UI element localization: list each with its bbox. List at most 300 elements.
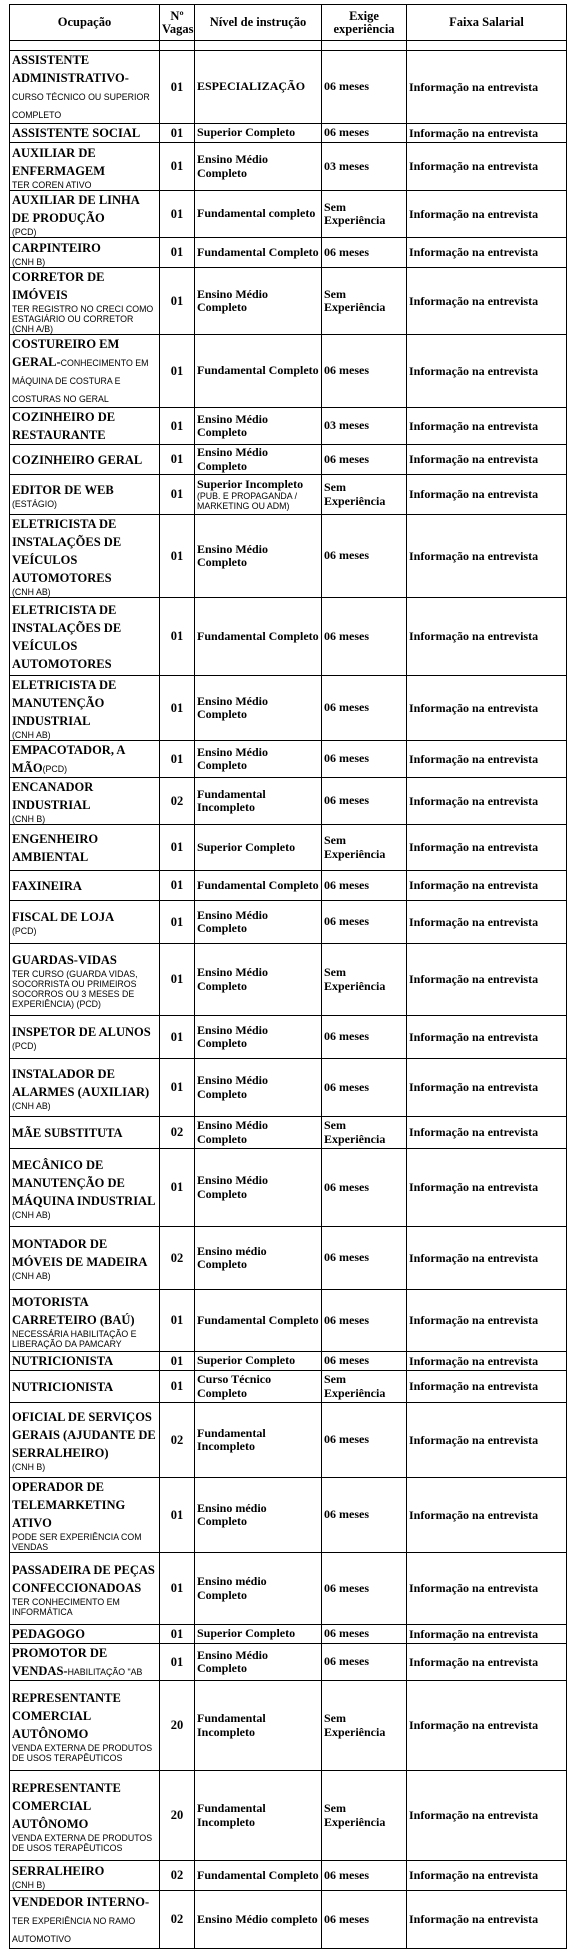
table-row	[10, 1403, 567, 1478]
occupation-title: ELETRICISTA DE INSTALAÇÕES DE VEÍCULOS AUTOMOTORES	[12, 517, 122, 585]
occupation-title: ASSISTENTE SOCIAL	[12, 126, 141, 140]
salary-cell: Informação na entrevista	[407, 335, 567, 408]
header-nivel: Nível de instrução	[195, 5, 322, 41]
education-level: Ensino Médio Completo	[197, 1173, 269, 1201]
occupation-cell	[10, 1117, 160, 1149]
experience-cell: 06 meses	[322, 124, 407, 143]
education-cell	[195, 1352, 322, 1371]
header-faixa: Faixa Salarial	[407, 5, 567, 41]
education-cell	[195, 741, 322, 778]
occupation-requirements: (PCD)	[12, 1041, 37, 1051]
occupation-cell	[10, 944, 160, 1016]
occupation-requirements: VENDA EXTERNA DE PRODUTOS DE USOS TERAPÊUTICOS	[12, 1742, 153, 1763]
table-row	[10, 143, 567, 191]
occupation-requirements: (PCD)	[12, 926, 37, 936]
job-listings-table-container	[9, 4, 567, 1949]
salary-cell: Informação na entrevista	[407, 1059, 567, 1117]
occupation-cell	[10, 871, 160, 901]
vacancies-cell: 01	[160, 1290, 195, 1352]
occupation-cell	[10, 825, 160, 871]
education-cell	[195, 41, 322, 51]
occupation-title: FAXINEIRA	[12, 878, 82, 893]
occupation-requirements: VENDA EXTERNA DE PRODUTOS DE USOS TERAPÊUTICOS	[12, 1832, 153, 1853]
education-level: Ensino Médio Completo	[197, 1073, 269, 1101]
education-cell	[195, 1891, 322, 1949]
education-cell	[195, 1771, 322, 1861]
occupation-cell	[10, 1290, 160, 1352]
salary-cell: Informação na entrevista	[407, 1681, 567, 1771]
education-level: Fundamental Incompleto	[197, 1801, 266, 1829]
vacancies-cell: 01	[160, 51, 195, 124]
table-row	[10, 1771, 567, 1861]
occupation-requirements: TER EXPERIÊNCIA NO RAMO AUTOMOTIVO	[12, 1915, 136, 1944]
table-row	[10, 51, 567, 124]
occupation-cell	[10, 1403, 160, 1478]
education-level: Ensino Médio completo	[197, 1911, 318, 1926]
experience-cell: 06 meses	[322, 335, 407, 408]
education-level: Ensino médio Completo	[197, 1574, 267, 1602]
experience-cell: 06 meses	[322, 445, 407, 475]
salary-cell: Informação na entrevista	[407, 1016, 567, 1059]
occupation-title: GUARDAS-VIDAS	[12, 952, 117, 967]
education-cell	[195, 268, 322, 335]
experience-cell: 06 meses	[322, 901, 407, 944]
vacancies-cell: 01	[160, 1478, 195, 1553]
education-level: Ensino Médio Completo	[197, 286, 269, 314]
salary-cell: Informação na entrevista	[407, 191, 567, 238]
vacancies-cell: 01	[160, 944, 195, 1016]
table-row	[10, 1016, 567, 1059]
education-level: Ensino médio Completo	[197, 1500, 267, 1528]
experience-cell: Sem Experiência	[322, 1371, 407, 1403]
occupation-requirements: (PCD)	[42, 764, 67, 774]
education-level: Fundamental Incompleto	[197, 1425, 266, 1453]
table-row	[10, 335, 567, 408]
occupation-title: CORRETOR DE IMÓVEIS	[12, 270, 105, 302]
experience-cell: 06 meses	[322, 1016, 407, 1059]
vacancies-cell: 01	[160, 268, 195, 335]
table-row	[10, 871, 567, 901]
table-body	[10, 41, 567, 1949]
occupation-title: EDITOR DE WEB	[12, 482, 114, 497]
experience-cell: 06 meses	[322, 1478, 407, 1553]
experience-cell: 06 meses	[322, 1403, 407, 1478]
experience-cell: Sem Experiência	[322, 1681, 407, 1771]
occupation-cell	[10, 408, 160, 445]
experience-cell: 06 meses	[322, 1149, 407, 1227]
experience-cell: 06 meses	[322, 676, 407, 741]
education-cell	[195, 1625, 322, 1644]
occupation-title: ELETRICISTA DE MANUTENÇÃO INDUSTRIAL	[12, 678, 117, 728]
occupation-cell	[10, 475, 160, 515]
occupation-cell	[10, 1625, 160, 1644]
vacancies-cell: 02	[160, 1403, 195, 1478]
education-level: Fundamental Completo	[197, 363, 319, 378]
education-cell	[195, 1290, 322, 1352]
education-level: Curso Técnico Completo	[197, 1372, 272, 1400]
occupation-cell	[10, 1016, 160, 1059]
occupation-title: CARPINTEIRO	[12, 240, 101, 255]
occupation-title: ENGENHEIRO AMBIENTAL	[12, 831, 99, 864]
vacancies-cell: 01	[160, 676, 195, 741]
education-level: Fundamental Completo	[197, 1312, 319, 1327]
occupation-title: MECÂNICO DE MANUTENÇÃO DE MÁQUINA INDUSTRIAL	[12, 1157, 156, 1208]
education-level: Ensino Médio Completo	[197, 744, 269, 772]
occupation-requirements: CURSO TÉCNICO OU SUPERIOR COMPLETO	[12, 92, 150, 120]
education-level: Ensino Médio Completo	[197, 445, 269, 473]
table-row	[10, 408, 567, 445]
occupation-title: ENCANADOR INDUSTRIAL	[12, 780, 94, 812]
vacancies-cell: 02	[160, 778, 195, 825]
table-row	[10, 268, 567, 335]
occupation-requirements: PODE SER EXPERIÊNCIA COM VENDAS	[12, 1532, 142, 1552]
occupation-cell	[10, 778, 160, 825]
occupation-requirements: (CNH B)	[12, 814, 46, 824]
occupation-title: EMPACOTADOR, A MÃO	[12, 743, 125, 775]
education-level: Ensino Médio Completo	[197, 541, 269, 569]
occupation-title: FISCAL DE LOJA	[12, 910, 115, 924]
experience-cell: 03 meses	[322, 143, 407, 191]
experience-cell: Sem Experiência	[322, 1771, 407, 1861]
occupation-requirements: TER COREN ATIVO	[12, 179, 92, 190]
table-row	[10, 41, 567, 51]
salary-cell: Informação na entrevista	[407, 475, 567, 515]
table-row	[10, 238, 567, 268]
vacancies-cell: 01	[160, 408, 195, 445]
vacancies-cell: 01	[160, 335, 195, 408]
table-row	[10, 191, 567, 238]
salary-cell: Informação na entrevista	[407, 871, 567, 901]
occupation-requirements: CONHECIMENTO EM MÁQUINA DE COSTURA E COSTURAS NO GERAL	[12, 358, 149, 404]
occupation-title: NUTRICIONISTA	[12, 1379, 114, 1394]
education-level: Superior Completo	[197, 125, 296, 140]
education-level: Superior Incompleto	[197, 476, 304, 491]
education-cell	[195, 1117, 322, 1149]
experience-cell: 06 meses	[322, 871, 407, 901]
occupation-requirements: (ESTÁGIO)	[12, 498, 57, 509]
education-cell	[195, 1059, 322, 1117]
occupation-requirements: (CNH AB)	[12, 1271, 51, 1281]
salary-cell: Informação na entrevista	[407, 1149, 567, 1227]
education-level: Ensino Médio Completo	[197, 1118, 269, 1146]
occupation-requirements: (CNH AB)	[12, 587, 51, 597]
table-row	[10, 1290, 567, 1352]
vacancies-cell: 01	[160, 871, 195, 901]
education-level: Ensino Médio Completo	[197, 1022, 269, 1050]
occupation-requirements: (CNH AB)	[12, 1209, 51, 1220]
education-cell	[195, 1553, 322, 1625]
vacancies-cell: 01	[160, 143, 195, 191]
education-cell	[195, 1371, 322, 1403]
occupation-title: AUXILIAR DE LINHA DE PRODUÇÃO	[12, 193, 140, 225]
experience-cell: Sem Experiência	[322, 268, 407, 335]
experience-cell: Sem Experiência	[322, 1117, 407, 1149]
table-row	[10, 901, 567, 944]
experience-cell: 06 meses	[322, 1644, 407, 1681]
occupation-title: REPRESENTANTE COMERCIAL AUTÔNOMO	[12, 1780, 121, 1831]
salary-cell: Informação na entrevista	[407, 268, 567, 335]
salary-cell: Informação na entrevista	[407, 143, 567, 191]
table-row	[10, 445, 567, 475]
experience-cell: Sem Experiência	[322, 825, 407, 871]
education-level: Fundamental Completo	[197, 1867, 319, 1882]
occupation-cell	[10, 191, 160, 238]
table-row	[10, 1371, 567, 1403]
table-row	[10, 1644, 567, 1681]
occupation-cell	[10, 1681, 160, 1771]
header-vagas	[160, 5, 195, 41]
vacancies-cell: 01	[160, 1644, 195, 1681]
table-row	[10, 1478, 567, 1553]
experience-cell: 06 meses	[322, 1352, 407, 1371]
education-level: Fundamental completo	[197, 206, 316, 221]
vacancies-cell: 02	[160, 1861, 195, 1891]
salary-cell: Informação na entrevista	[407, 445, 567, 475]
table-row	[10, 1861, 567, 1891]
occupation-title: PASSADEIRA DE PEÇAS CONFECCIONADOAS	[12, 1562, 155, 1595]
experience-cell: Sem Experiência	[322, 191, 407, 238]
education-level: Fundamental Completo	[197, 244, 319, 259]
table-row	[10, 1059, 567, 1117]
header-exige-line1: Exige	[349, 8, 379, 23]
experience-cell: 06 meses	[322, 1891, 407, 1949]
vacancies-cell: 01	[160, 1059, 195, 1117]
header-vagas-line1: Nº	[170, 8, 184, 23]
education-cell	[195, 408, 322, 445]
education-cell	[195, 124, 322, 143]
education-level: Ensino Médio Completo	[197, 693, 269, 721]
education-cell	[195, 825, 322, 871]
salary-cell: Informação na entrevista	[407, 1861, 567, 1891]
header-exige-line2: experiência	[333, 21, 395, 36]
education-cell	[195, 1644, 322, 1681]
occupation-cell	[10, 268, 160, 335]
occupation-cell	[10, 1352, 160, 1371]
occupation-title: PEDAGOGO	[12, 1627, 85, 1641]
education-note: (PUB. E PROPAGANDA / MARKETING OU ADM)	[197, 491, 298, 512]
occupation-title: SERRALHEIRO	[12, 1863, 105, 1878]
occupation-title: AUXILIAR DE ENFERMAGEM	[12, 145, 106, 178]
vacancies-cell: 01	[160, 475, 195, 515]
occupation-cell	[10, 515, 160, 598]
header-vagas-line2: Vagas	[162, 21, 194, 36]
occupation-requirements: (CNH AB)	[12, 730, 51, 740]
experience-cell: 06 meses	[322, 1553, 407, 1625]
table-row	[10, 1553, 567, 1625]
salary-cell: Informação na entrevista	[407, 1771, 567, 1861]
education-level: ESPECIALIZAÇÃO	[197, 79, 306, 94]
table-row	[10, 825, 567, 871]
table-row	[10, 515, 567, 598]
occupation-cell	[10, 41, 160, 51]
vacancies-cell: 02	[160, 1227, 195, 1290]
vacancies-cell: 20	[160, 1771, 195, 1861]
occupation-cell	[10, 1553, 160, 1625]
vacancies-cell: 01	[160, 124, 195, 143]
table-row	[10, 1352, 567, 1371]
occupation-cell	[10, 901, 160, 944]
salary-cell: Informação na entrevista	[407, 1478, 567, 1553]
vacancies-cell: 01	[160, 1149, 195, 1227]
education-cell	[195, 676, 322, 741]
education-level: Fundamental Completo	[197, 628, 319, 643]
salary-cell: Informação na entrevista	[407, 515, 567, 598]
occupation-title: COZINHEIRO DE RESTAURANTE	[12, 410, 116, 442]
occupation-cell	[10, 1371, 160, 1403]
occupation-cell	[10, 143, 160, 191]
occupation-cell	[10, 1059, 160, 1117]
occupation-cell	[10, 741, 160, 778]
education-cell	[195, 944, 322, 1016]
occupation-title: ELETRICISTA DE INSTALAÇÕES DE VEÍCULOS AUTOMOTORES	[12, 602, 122, 671]
experience-cell: 03 meses	[322, 408, 407, 445]
education-cell	[195, 475, 322, 515]
header-row	[10, 5, 567, 41]
occupation-requirements: TER REGISTRO NO CRECI COMO ESTAGIÁRIO OU CORRETOR (CNH A/B)	[12, 304, 154, 334]
salary-cell: Informação na entrevista	[407, 1352, 567, 1371]
vacancies-cell: 01	[160, 1553, 195, 1625]
occupation-requirements: (CNH B)	[12, 1462, 46, 1472]
table-row	[10, 1117, 567, 1149]
experience-cell: 06 meses	[322, 1227, 407, 1290]
education-cell	[195, 445, 322, 475]
salary-cell: Informação na entrevista	[407, 741, 567, 778]
education-level: Fundamental Incompleto	[197, 786, 266, 814]
experience-cell: 06 meses	[322, 741, 407, 778]
education-level: Ensino Médio Completo	[197, 411, 269, 439]
salary-cell: Informação na entrevista	[407, 901, 567, 944]
education-cell	[195, 598, 322, 676]
occupation-cell	[10, 335, 160, 408]
education-cell	[195, 238, 322, 268]
table-row	[10, 1149, 567, 1227]
table-row	[10, 741, 567, 778]
occupation-title: OPERADOR DE TELEMARKETING ATIVO	[12, 1480, 126, 1530]
occupation-requirements: NECESSÁRIA HABILITAÇÃO E LIBERAÇÃO DA PAMCARY	[12, 1328, 137, 1349]
vacancies-cell: 01	[160, 825, 195, 871]
occupation-title: MOTORISTA CARRETEIRO (BAÚ)	[12, 1294, 135, 1327]
header-ocupacao: Ocupação	[10, 5, 160, 41]
salary-cell	[407, 41, 567, 51]
occupation-cell	[10, 598, 160, 676]
vacancies-cell: 01	[160, 238, 195, 268]
education-level: Fundamental Incompleto	[197, 1711, 266, 1739]
experience-cell: 06 meses	[322, 598, 407, 676]
table-row	[10, 124, 567, 143]
experience-cell: 06 meses	[322, 1861, 407, 1891]
occupation-requirements: TER CURSO (GUARDA VIDAS, SOCORRISTA OU PRIMEIROS SOCORROS OU 3 MESES DE EXPERIÊNCIA) (PCD)	[12, 968, 138, 1009]
occupation-title: MÃE SUBSTITUTA	[12, 1125, 123, 1140]
salary-cell: Informação na entrevista	[407, 1553, 567, 1625]
occupation-cell	[10, 1644, 160, 1681]
education-level: Ensino Médio Completo	[197, 907, 269, 935]
vacancies-cell: 01	[160, 1625, 195, 1644]
occupation-title: INSTALADOR DE ALARMES (AUXILIAR)	[12, 1066, 150, 1099]
salary-cell: Informação na entrevista	[407, 598, 567, 676]
salary-cell: Informação na entrevista	[407, 124, 567, 143]
table-row	[10, 778, 567, 825]
occupation-cell	[10, 1227, 160, 1290]
experience-cell: 06 meses	[322, 1290, 407, 1352]
vacancies-cell: 01	[160, 1352, 195, 1371]
salary-cell: Informação na entrevista	[407, 944, 567, 1016]
occupation-cell	[10, 1771, 160, 1861]
salary-cell: Informação na entrevista	[407, 1403, 567, 1478]
vacancies-cell: 01	[160, 598, 195, 676]
occupation-requirements: (CNH B)	[12, 256, 46, 267]
experience-cell	[322, 41, 407, 51]
experience-cell: 06 meses	[322, 515, 407, 598]
occupation-title: ASSISTENTE ADMINISTRATIVO-	[12, 53, 129, 85]
vacancies-cell: 01	[160, 1371, 195, 1403]
experience-cell: 06 meses	[322, 238, 407, 268]
occupation-cell	[10, 1861, 160, 1891]
occupation-requirements: (CNH AB)	[12, 1100, 51, 1111]
vacancies-cell: 01	[160, 901, 195, 944]
occupation-cell	[10, 1149, 160, 1227]
education-cell	[195, 1016, 322, 1059]
occupation-cell	[10, 238, 160, 268]
salary-cell: Informação na entrevista	[407, 825, 567, 871]
education-level: Ensino Médio Completo	[197, 1647, 269, 1675]
vacancies-cell: 01	[160, 1016, 195, 1059]
education-cell	[195, 1861, 322, 1891]
salary-cell: Informação na entrevista	[407, 51, 567, 124]
occupation-title: VENDEDOR INTERNO-	[12, 1894, 150, 1909]
education-cell	[195, 51, 322, 124]
salary-cell: Informação na entrevista	[407, 1117, 567, 1149]
occupation-title: COZINHEIRO GERAL	[12, 452, 143, 467]
education-level: Ensino Médio Completo	[197, 965, 269, 993]
occupation-title: NUTRICIONISTA	[12, 1354, 114, 1368]
salary-cell: Informação na entrevista	[407, 408, 567, 445]
table-row	[10, 944, 567, 1016]
salary-cell: Informação na entrevista	[407, 1290, 567, 1352]
education-level: Ensino Médio Completo	[197, 152, 269, 180]
job-listings-table	[9, 4, 567, 1949]
salary-cell: Informação na entrevista	[407, 778, 567, 825]
occupation-cell	[10, 676, 160, 741]
table-row	[10, 475, 567, 515]
table-row	[10, 598, 567, 676]
occupation-title: OFICIAL DE SERVIÇOS GERAIS (AJUDANTE DE SERRALHEIRO)	[12, 1410, 156, 1460]
occupation-requirements: HABILITAÇÃO "AB	[67, 1667, 143, 1677]
table-row	[10, 1681, 567, 1771]
experience-cell: 06 meses	[322, 51, 407, 124]
education-level: Superior Completo	[197, 1626, 296, 1641]
occupation-title: REPRESENTANTE COMERCIAL AUTÔNOMO	[12, 1690, 121, 1741]
salary-cell: Informação na entrevista	[407, 238, 567, 268]
education-cell	[195, 778, 322, 825]
education-cell	[195, 1681, 322, 1771]
salary-cell: Informação na entrevista	[407, 1644, 567, 1681]
education-level: Superior Completo	[197, 839, 296, 854]
education-cell	[195, 1227, 322, 1290]
education-cell	[195, 871, 322, 901]
occupation-title: INSPETOR DE ALUNOS	[12, 1025, 151, 1039]
experience-cell: 06 meses	[322, 1059, 407, 1117]
vacancies-cell	[160, 41, 195, 51]
vacancies-cell: 01	[160, 445, 195, 475]
education-cell	[195, 335, 322, 408]
occupation-cell	[10, 1478, 160, 1553]
education-cell	[195, 1478, 322, 1553]
salary-cell: Informação na entrevista	[407, 1625, 567, 1644]
salary-cell: Informação na entrevista	[407, 1891, 567, 1949]
experience-cell: 06 meses	[322, 778, 407, 825]
vacancies-cell: 20	[160, 1681, 195, 1771]
occupation-title: MONTADOR DE MÓVEIS DE MADEIRA	[12, 1237, 148, 1269]
